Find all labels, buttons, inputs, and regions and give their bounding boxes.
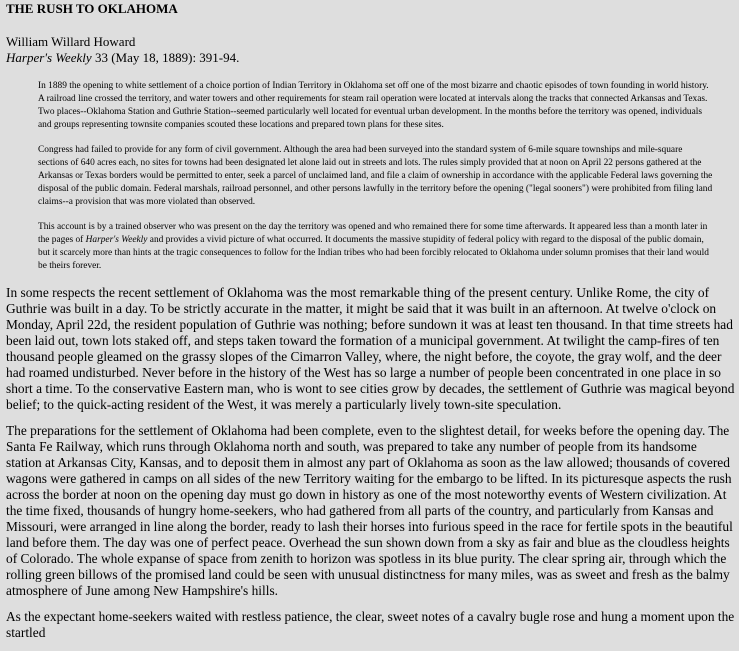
citation-details: 33 (May 18, 1889): 391-94. [91, 50, 240, 65]
intro-paragraph-1: In 1889 the opening to white settlement of a choice portion of Indian Territory in Oklahoma set off one of the most bizarre and chaotic episodes of town founding in world history. A railroad line crossed the territory, and water towers and other requirements for steam rail operation were located at intervals along the tracks that connected Arkansas and Texas. Two places--Oklahoma Station and Guthrie Station--seemed particularly well located for eventual urban development. In the months before the territory was opened, individuals and groups representing townsite companies scouted these locations and prepared town plans for these sites. [38, 81, 709, 130]
editorial-introduction [38, 80, 714, 273]
article-body [6, 285, 735, 641]
intro-paragraph-3 [38, 221, 714, 273]
intro-p3-text-b: and provides a vivid picture of what occurred. It documents the massive stupidity of federal policy with regard to the disposal of the public domain, but it scarcely more than hints at the tragic consequences to follow for the Indian tribes who had been forcibly relocated to Oklahoma under solumn promises that their land would be theirs forever. [38, 235, 709, 271]
body-paragraph-2: The preparations for the settlement of Oklahoma had been complete, even to the slightest detail, for weeks before the opening day. The Santa Fe Railway, which runs through Oklahoma north and south, was prepared to take any number of people from its handsome station at Arkansas City, Kansas, and to deposit them in almost any part of Oklahoma as soon as the law allowed; thousands of covered wagons were gathered in camps on all sides of the new Territory waiting for the embargo to be lifted. In its picturesque aspects the rush across the border at noon on the opening day must go down in history as one of the most noteworthy events of Western civilization. At the time fixed, thousands of hungry home-seekers, who had gathered from all parts of the country, and particularly from Kansas and Missouri, were arranged in line along the border, ready to lash their horses into furious speed in the race for fertile spots in the beautiful land before them. The day was one of perfect peace. Overhead the sun shown down from a sky as fair and blue as the cloudless heights of Colorado. The whole expanse of space from zenith to horizon was spotless in its blue purity. The clear spring air, through which the rolling green billows of the promised land could be seen with unusual distinctness for many miles, was as sweet and fresh as the balmy atmosphere of June among New Hampshire's hills. [6, 423, 733, 598]
citation [6, 50, 735, 66]
author-name: William Willard Howard [6, 34, 136, 49]
citation-journal: Harper's Weekly [6, 50, 92, 65]
body-paragraph-1: In some respects the recent settlement of Oklahoma was the most remarkable thing of the present century. Unlike Rome, the city of Guthrie was built in a day. To be strictly accurate in the matter, it might be said that it was built in an afternoon. At twelve o'clock on Monday, April 22d, the resident population of Guthrie was nothing; before sundown it was at least ten thousand. In that time streets had been laid out, town lots staked off, and steps taken toward the formation of a municipal government. At twilight the camp-fires of ten thousand people gleamed on the grassy slopes of the Cimarron Valley, where, the night before, the coyote, the gray wolf, and the deer had roamed undisturbed. Never before in the history of the West has so large a number of people been concentrated in one place in so short a time. To the conservative Eastern man, who is wont to see cities grow by decades, the settlement of Guthrie was magical beyond belief; to the quick-acting resident of the West, it was merely a particularly lively town-site speculation. [6, 285, 735, 412]
document-title: THE RUSH TO OKLAHOMA [6, 1, 178, 16]
intro-paragraph-2: Congress had failed to provide for any form of civil government. Although the area had been surveyed into the standard system of 6-mile square townships and mile-square sections of 640 acres each, no sites for towns had been designated let alone laid out in streets and lots. The rules simply provided that at noon on April 22 persons gathered at the Arkansas or Texas borders would be permitted to enter, seek a parcel of unclaimed land, and file a claim of ownership in accordance with the applicable Federal laws governing the disposal of the public domain. Federal marshals, railroad personnel, and other persons lawfully in the territory before the opening ("legal sooners") were prohibited from filing land claims--a provision that was more violated than observed. [38, 145, 713, 207]
intro-p3-journal: Harper's Weekly [85, 235, 148, 245]
document-page [6, 0, 735, 651]
body-paragraph-3: As the expectant home-seekers waited with restless patience, the clear, sweet notes of a cavalry bugle rose and hung a moment upon the startled [6, 609, 735, 640]
intro-p3-text-a: This account is by a trained observer who was present on the day the territory was opened and who remained there for some time afterwards. It appeared less than a month later in the pages of [38, 222, 708, 245]
